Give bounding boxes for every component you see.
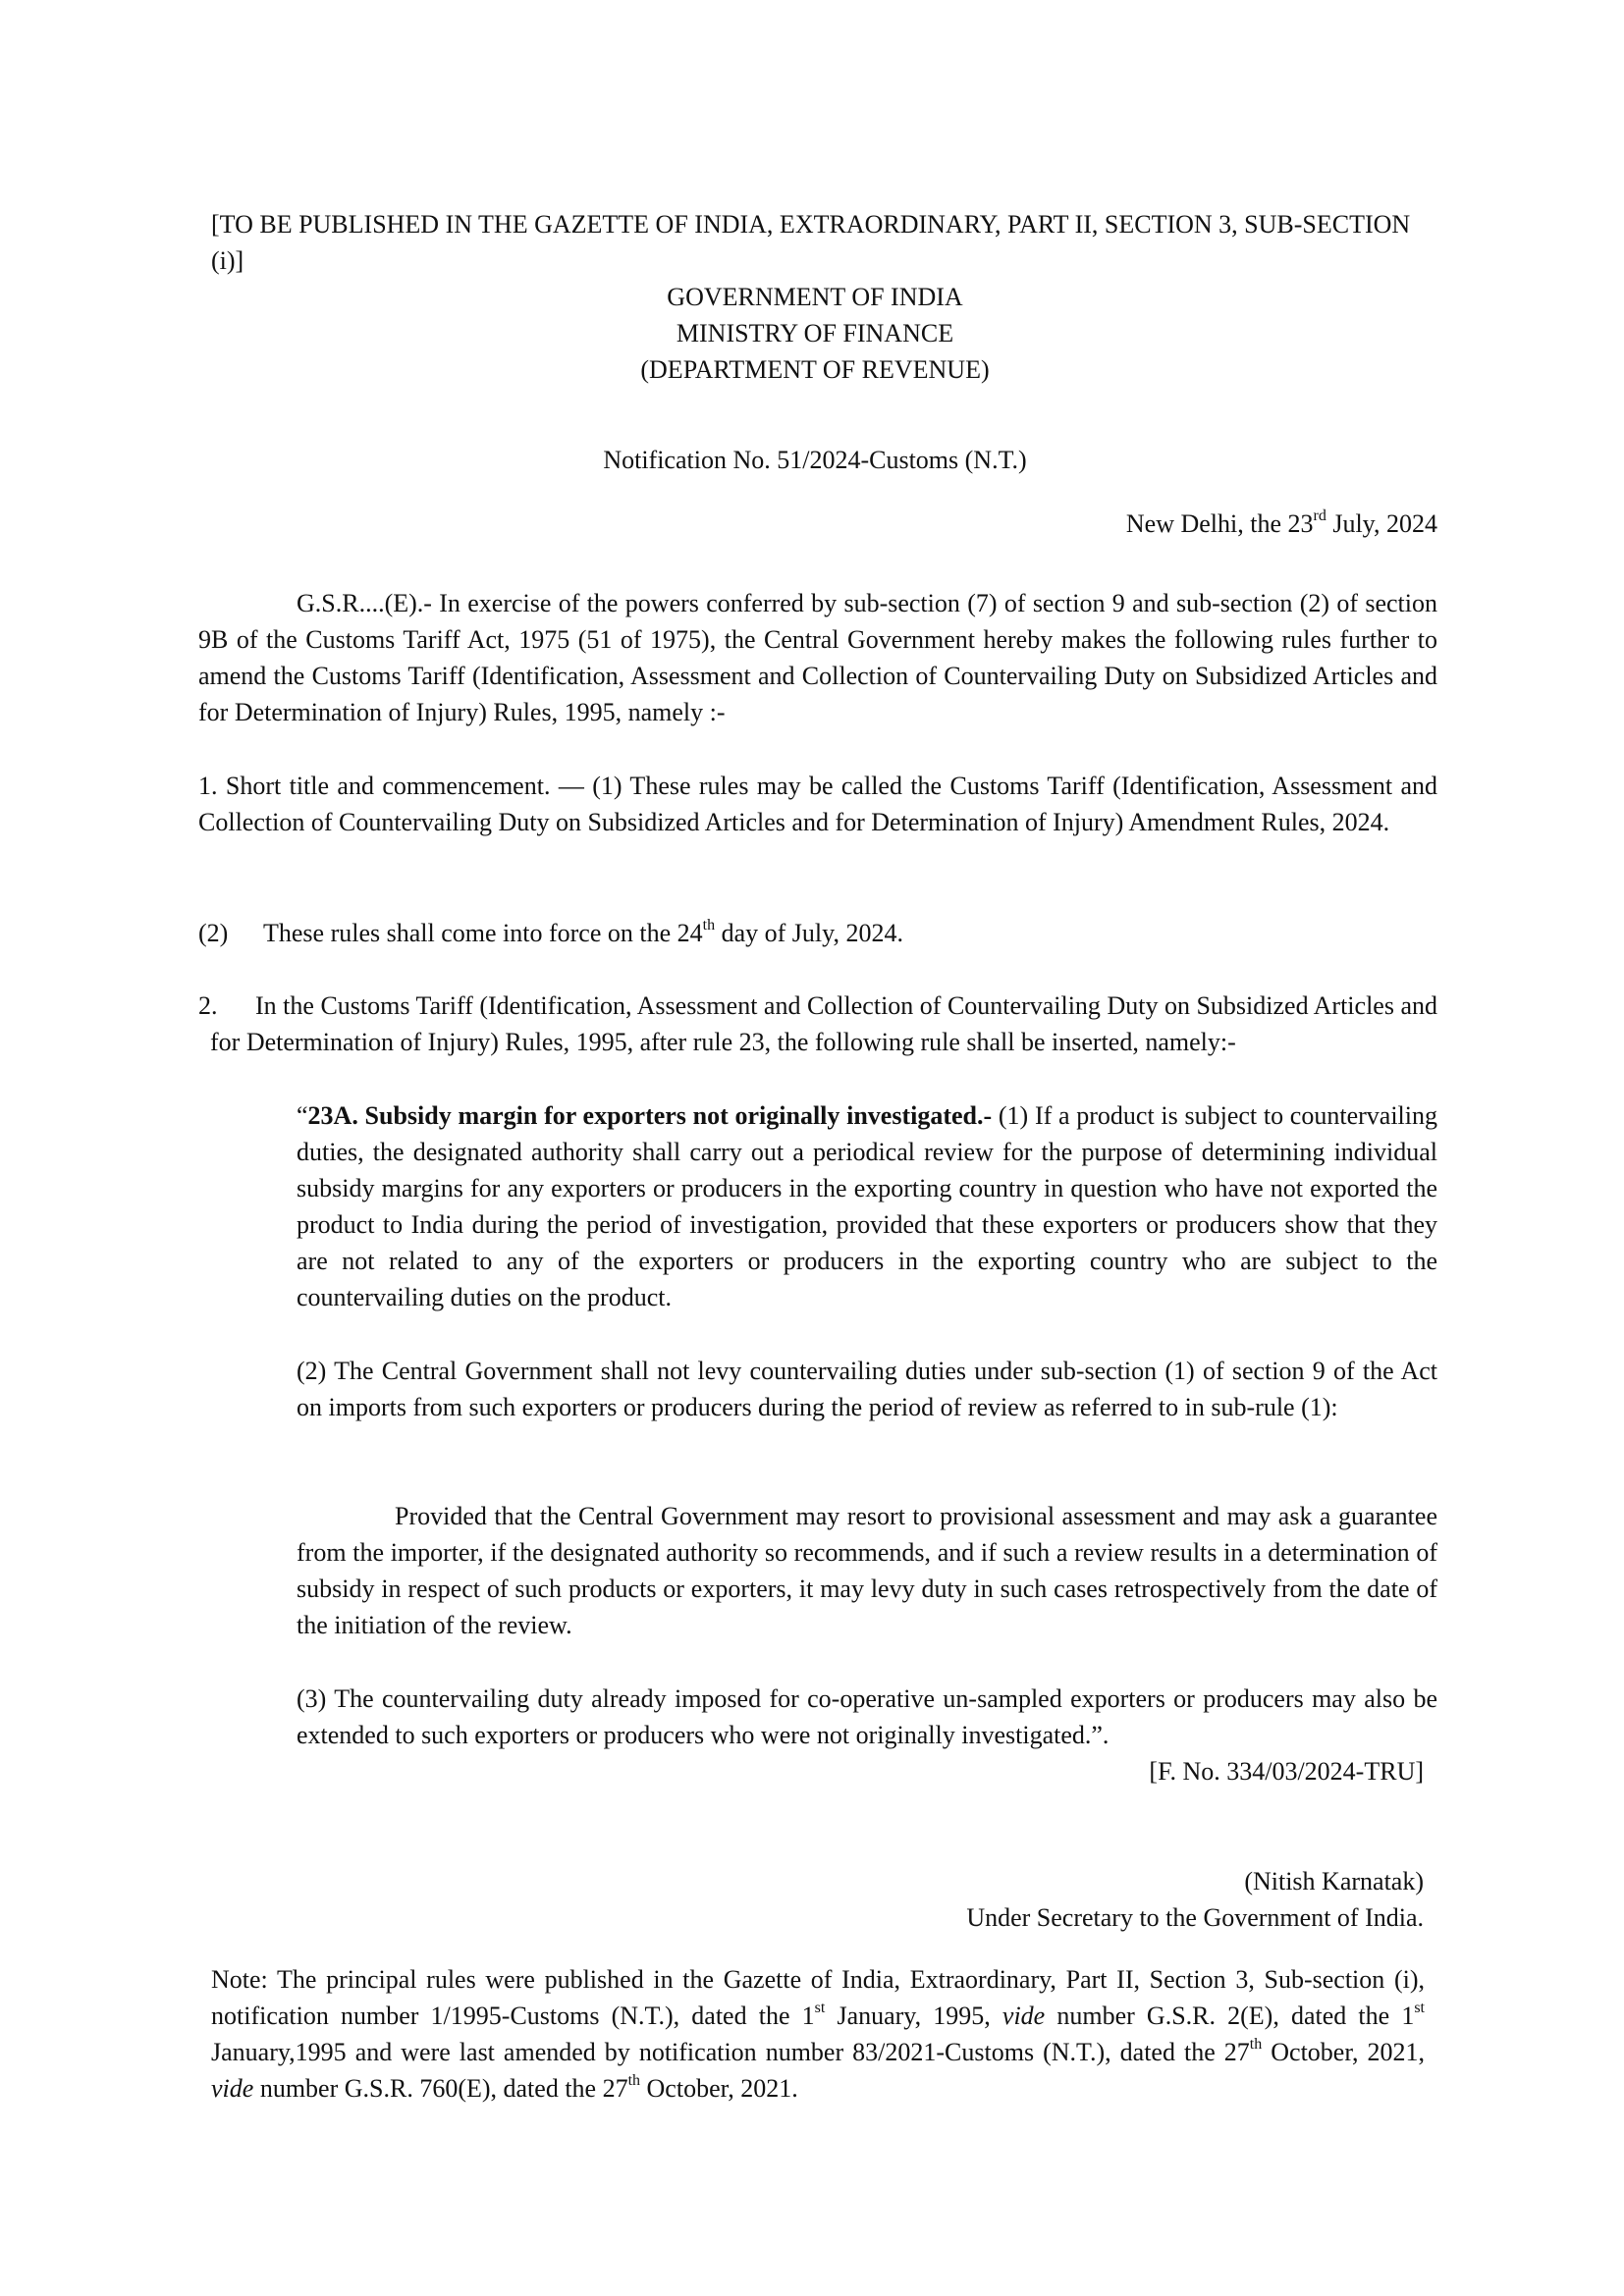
notification-number: Notification No. 51/2024-Customs (N.T.): [603, 446, 1027, 474]
rule-23a-paragraph-3: (3) The countervailing duty already imposed for co-operative un-sampled exporters or producers may also be extended to such exporters or producers who were not originally investigated.”.: [297, 1684, 1437, 1749]
ministry-name: MINISTRY OF FINANCE: [676, 319, 954, 347]
note-ordinal-1: st: [814, 2000, 826, 2017]
subrule-2-label: (2): [198, 919, 229, 947]
rule-1-subrule-2: [198, 915, 1437, 951]
gazette-header: [TO BE PUBLISHED IN THE GAZETTE OF INDIA, EXTRAORDINARY, PART II, SECTION 3, SUB-SECTION (i)]: [211, 210, 1411, 275]
preamble-paragraph: G.S.R....(E).- In exercise of the powers conferred by sub-section (7) of section 9 and sub-section (2) of section 9B of the Customs Tariff Act, 1975 (51 of 1975), the Central Government hereby makes the following rules further to amend the Customs Tariff (Identification, Assessment and Collection of Countervailing Duty on Subsidized Articles and for Determination of Injury) Rules, 1995, namely :-: [198, 589, 1437, 726]
rule-23a-paragraph-1: [297, 1097, 1437, 1315]
rule-2-text: In the Customs Tariff (Identification, Assessment and Collection of Countervailing Duty on Subsidized Articles and for Determination of Injury) Rules, 1995, after rule 23, the following rule shall be inserted, namely:-: [210, 991, 1437, 1056]
note-part-7: October, 2021.: [640, 2074, 798, 2103]
note-part-1: Note: The principal rules were published in the Gazette of India, Extraordinary, Part II, Section 3, Sub-section (i), notification number 1/1995-Customs (N.T.), dated the 1: [211, 1965, 1425, 2030]
department-name: (DEPARTMENT OF REVENUE): [640, 355, 990, 384]
footnote-paragraph: [211, 1961, 1425, 2107]
signatory-designation: Under Secretary to the Government of India.: [966, 1903, 1424, 1932]
note-part-3: number G.S.R. 2(E), dated the 1: [1045, 2002, 1415, 2030]
subrule-2-ordinal: th: [702, 917, 716, 934]
signatory-name: (Nitish Karnatak): [1244, 1867, 1424, 1896]
rule-23a-paragraph-2: (2) The Central Government shall not levy countervailing duties under sub-section (1) of section 9 of the Act on imports from such exporters or producers during the period of review as referred to in sub-rule (1):: [297, 1357, 1437, 1421]
rule-2-label: 2.: [198, 991, 218, 1020]
rule-1-paragraph: 1. Short title and commencement. — (1) These rules may be called the Customs Tariff (Identification, Assessment and Collection of Countervailing Duty on Subsidized Articles and for Determination of Injury) Amendment Rules, 2024.: [198, 772, 1437, 836]
note-part-6: number G.S.R. 760(E), dated the 27: [253, 2074, 628, 2103]
government-name: GOVERNMENT OF INDIA: [667, 283, 963, 311]
note-ordinal-2: st: [1414, 2000, 1425, 2017]
note-ordinal-3: th: [1249, 2036, 1263, 2054]
file-number: [F. No. 334/03/2024-TRU]: [1149, 1757, 1424, 1786]
note-vide-1: vide: [1001, 2002, 1046, 2030]
notification-date: [884, 506, 1437, 542]
note-ordinal-4: th: [627, 2072, 641, 2090]
rule-23a-proviso: Provided that the Central Government may resort to provisional assessment and may ask a guarantee from the importer, if the designated authority so recommends, and if such a review results in a determination of subsidy in respect of such products or exporters, it may levy duty in such cases retrospectively from the date of the initiation of the review.: [297, 1502, 1437, 1639]
rule-23a-open-quote: “: [297, 1101, 308, 1130]
note-vide-2: vide: [211, 2074, 254, 2103]
note-part-4: January,1995 and were last amended by notification number 83/2021-Customs (N.T.), dated the 27: [211, 2038, 1250, 2066]
subrule-2-text-prefix: These rules shall come into force on the 24: [263, 919, 703, 947]
rule-2-paragraph: [198, 988, 1437, 1060]
note-part-2: January, 1995,: [825, 2002, 1002, 2030]
date-prefix: New Delhi, the 23: [1125, 509, 1314, 538]
date-suffix: July, 2024: [1326, 509, 1437, 538]
signature-block: [785, 1863, 1424, 1936]
note-part-5: October, 2021,: [1262, 2038, 1425, 2066]
rule-23a-heading: 23A. Subsidy margin for exporters not originally investigated.-: [307, 1101, 993, 1130]
date-ordinal: rd: [1313, 507, 1326, 525]
issuing-authority: [550, 279, 1080, 388]
rule-23a-para1-text: (1) If a product is subject to countervailing duties, the designated authority shall carry out a periodical review for the purpose of determining individual subsidy margins for any exporters or producers in the exporting country in question who have not exported the product to India during the period of investigation, provided that these exporters or producers show that they are not related to any of the exporters or producers in the exporting country who are subject to the countervailing duties on the product.: [297, 1101, 1437, 1311]
subrule-2-text-suffix: day of July, 2024.: [715, 919, 903, 947]
